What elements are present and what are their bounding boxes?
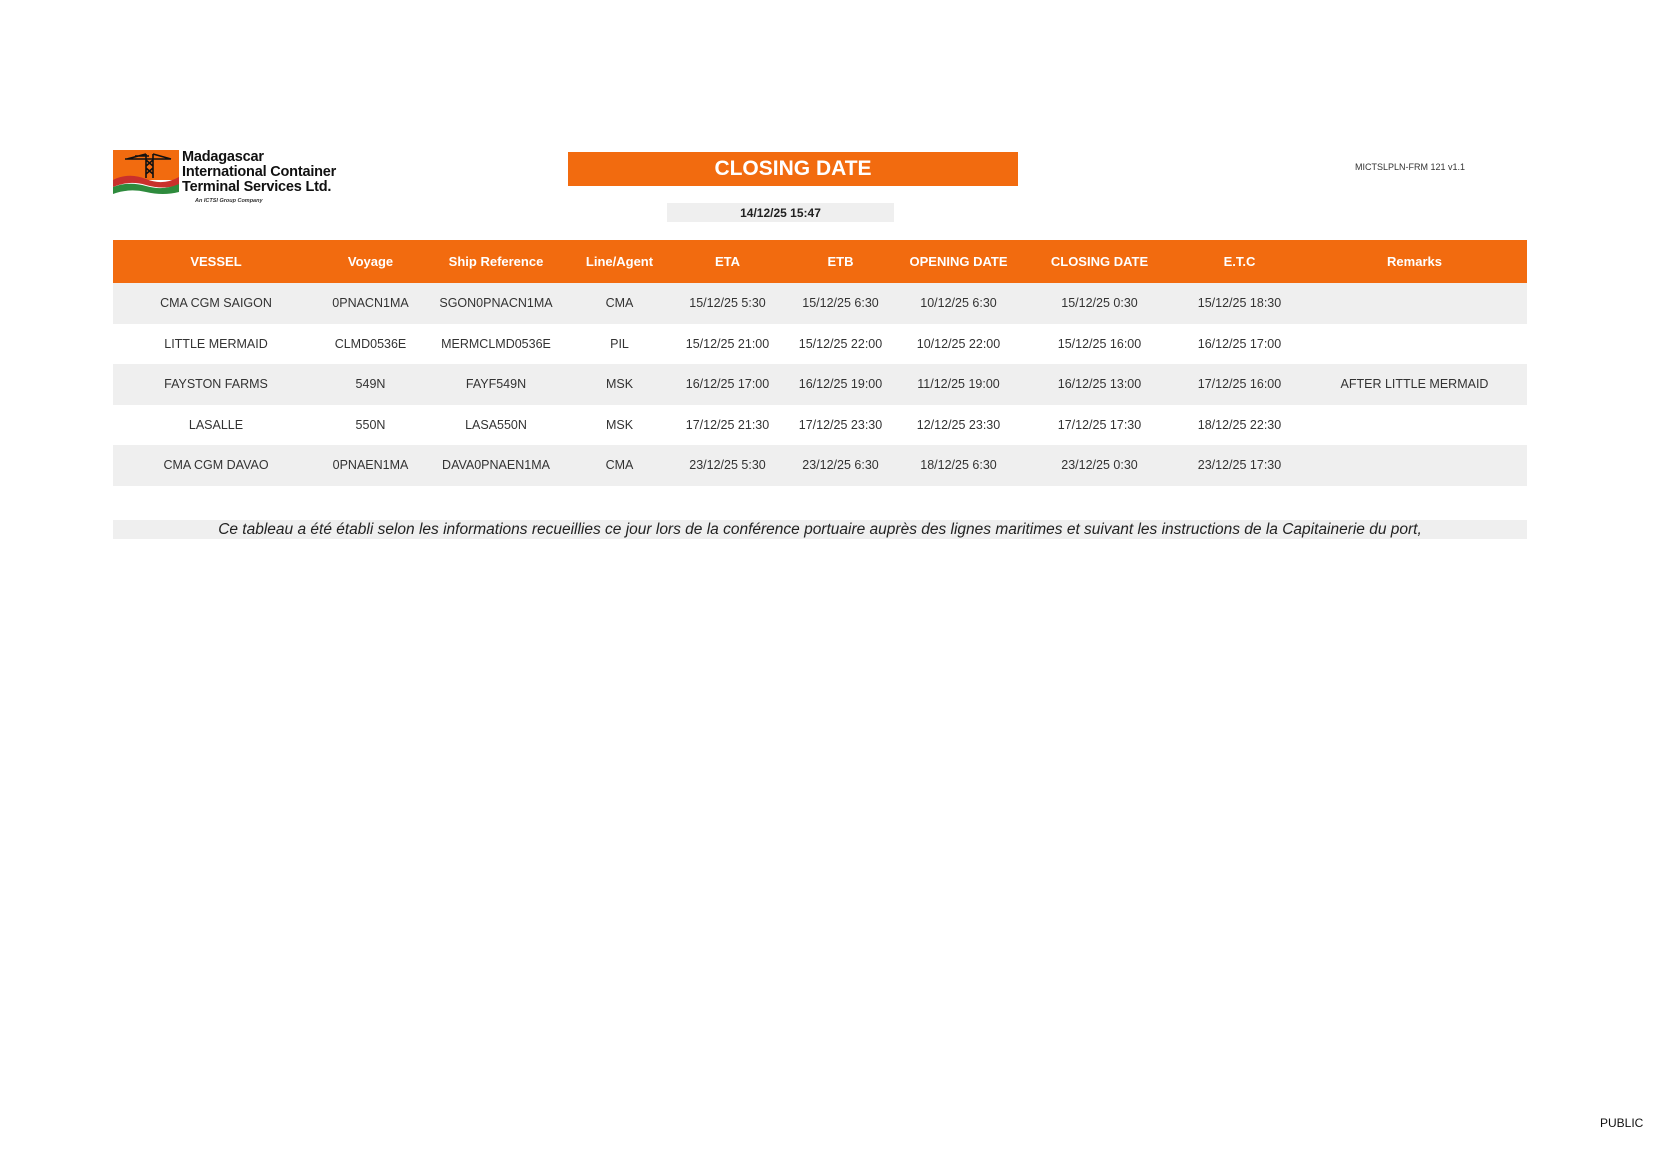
table-cell: 15/12/25 22:00 (798, 336, 883, 351)
table-cell: SGON0PNACN1MA (422, 283, 570, 324)
table-cell: CMA (570, 283, 669, 324)
crane-logo-icon (113, 150, 179, 196)
column-header: ETA (669, 240, 786, 283)
table-cell: 17/12/25 21:30 (685, 417, 770, 432)
table-cell: MSK (570, 364, 669, 405)
page-title: CLOSING DATE (568, 152, 1018, 186)
table-cell: 16/12/25 19:00 (786, 364, 895, 405)
column-header: VESSEL (113, 240, 319, 283)
table-cell: MERMCLMD0536E (441, 336, 551, 351)
column-header: ETB (786, 240, 895, 283)
table-cell: 23/12/25 17:30 (1177, 445, 1302, 486)
table-cell: DAVA0PNAEN1MA (422, 445, 570, 486)
table-row (113, 283, 1527, 324)
table-row (113, 405, 1527, 446)
table-cell: 18/12/25 22:30 (1197, 417, 1282, 432)
table-cell: CMA (570, 445, 669, 486)
column-header: OPENING DATE (895, 240, 1022, 283)
company-name-line3: Terminal Services Ltd. (182, 179, 332, 195)
table-cell (1302, 283, 1527, 324)
classification-label: PUBLIC (1600, 1116, 1644, 1130)
company-name-line1: Madagascar (182, 149, 264, 165)
table-cell: FAYSTON FARMS (113, 364, 319, 405)
table-cell: 15/12/25 18:30 (1177, 283, 1302, 324)
table-header-row (113, 240, 1527, 283)
column-header: Voyage (319, 240, 422, 283)
table-row (113, 324, 1527, 365)
table-cell: 18/12/25 6:30 (895, 445, 1022, 486)
table-cell: LITTLE MERMAID (164, 336, 268, 351)
company-tagline: An ICTSI Group Company (195, 198, 263, 204)
table-cell: 23/12/25 0:30 (1022, 445, 1177, 486)
table-cell: 23/12/25 6:30 (786, 445, 895, 486)
table-cell: 10/12/25 22:00 (916, 336, 1001, 351)
table-cell (1302, 405, 1527, 446)
table-cell: AFTER LITTLE MERMAID (1302, 364, 1527, 405)
table-cell: CMA CGM SAIGON (113, 283, 319, 324)
table-row (113, 364, 1527, 405)
table-cell: LASALLE (188, 417, 244, 432)
column-header: Line/Agent (570, 240, 669, 283)
table-cell: LASA550N (465, 417, 527, 432)
table-cell (1302, 445, 1527, 486)
table-cell: 11/12/25 19:00 (895, 364, 1022, 405)
table-cell (1302, 324, 1527, 365)
table-cell: 0PNAEN1MA (319, 445, 422, 486)
table-cell: FAYF549N (422, 364, 570, 405)
column-header: Ship Reference (422, 240, 570, 283)
table-cell: 15/12/25 0:30 (1022, 283, 1177, 324)
company-logo (113, 150, 353, 210)
table-cell: PIL (610, 336, 629, 351)
table-cell: CMA CGM DAVAO (113, 445, 319, 486)
column-header: E.T.C (1177, 240, 1302, 283)
company-name-line2: International Container (182, 164, 337, 180)
table-cell: 15/12/25 21:00 (685, 336, 770, 351)
table-cell: 23/12/25 5:30 (669, 445, 786, 486)
column-header: CLOSING DATE (1022, 240, 1177, 283)
table-row (113, 445, 1527, 486)
table-cell: 17/12/25 16:00 (1177, 364, 1302, 405)
company-name (182, 150, 336, 195)
table-cell: 15/12/25 5:30 (669, 283, 786, 324)
form-code: MICTSLPLN-FRM 121 v1.1 (1354, 162, 1466, 172)
column-header: Remarks (1302, 240, 1527, 283)
table-cell: MSK (605, 417, 634, 432)
table-cell: 12/12/25 23:30 (916, 417, 1001, 432)
table-cell: 15/12/25 6:30 (786, 283, 895, 324)
table-cell: 16/12/25 17:00 (1197, 336, 1282, 351)
table-cell: 550N (355, 417, 386, 432)
table-cell: 15/12/25 16:00 (1057, 336, 1142, 351)
table-cell: 17/12/25 17:30 (1057, 417, 1142, 432)
table-cell: 10/12/25 6:30 (895, 283, 1022, 324)
closing-date-table (113, 240, 1527, 486)
table-cell: 549N (319, 364, 422, 405)
table-cell: CLMD0536E (334, 336, 407, 351)
disclaimer-note: Ce tableau a été établi selon les informations recueillies ce jour lors de la conférence portuaire auprès des lignes maritimes et suivant les instructions de la Capitainerie du port, (113, 520, 1527, 539)
table-cell: 16/12/25 13:00 (1022, 364, 1177, 405)
table-cell: 0PNACN1MA (319, 283, 422, 324)
table-cell: 16/12/25 17:00 (669, 364, 786, 405)
generated-timestamp: 14/12/25 15:47 (667, 203, 894, 222)
table-cell: 17/12/25 23:30 (798, 417, 883, 432)
